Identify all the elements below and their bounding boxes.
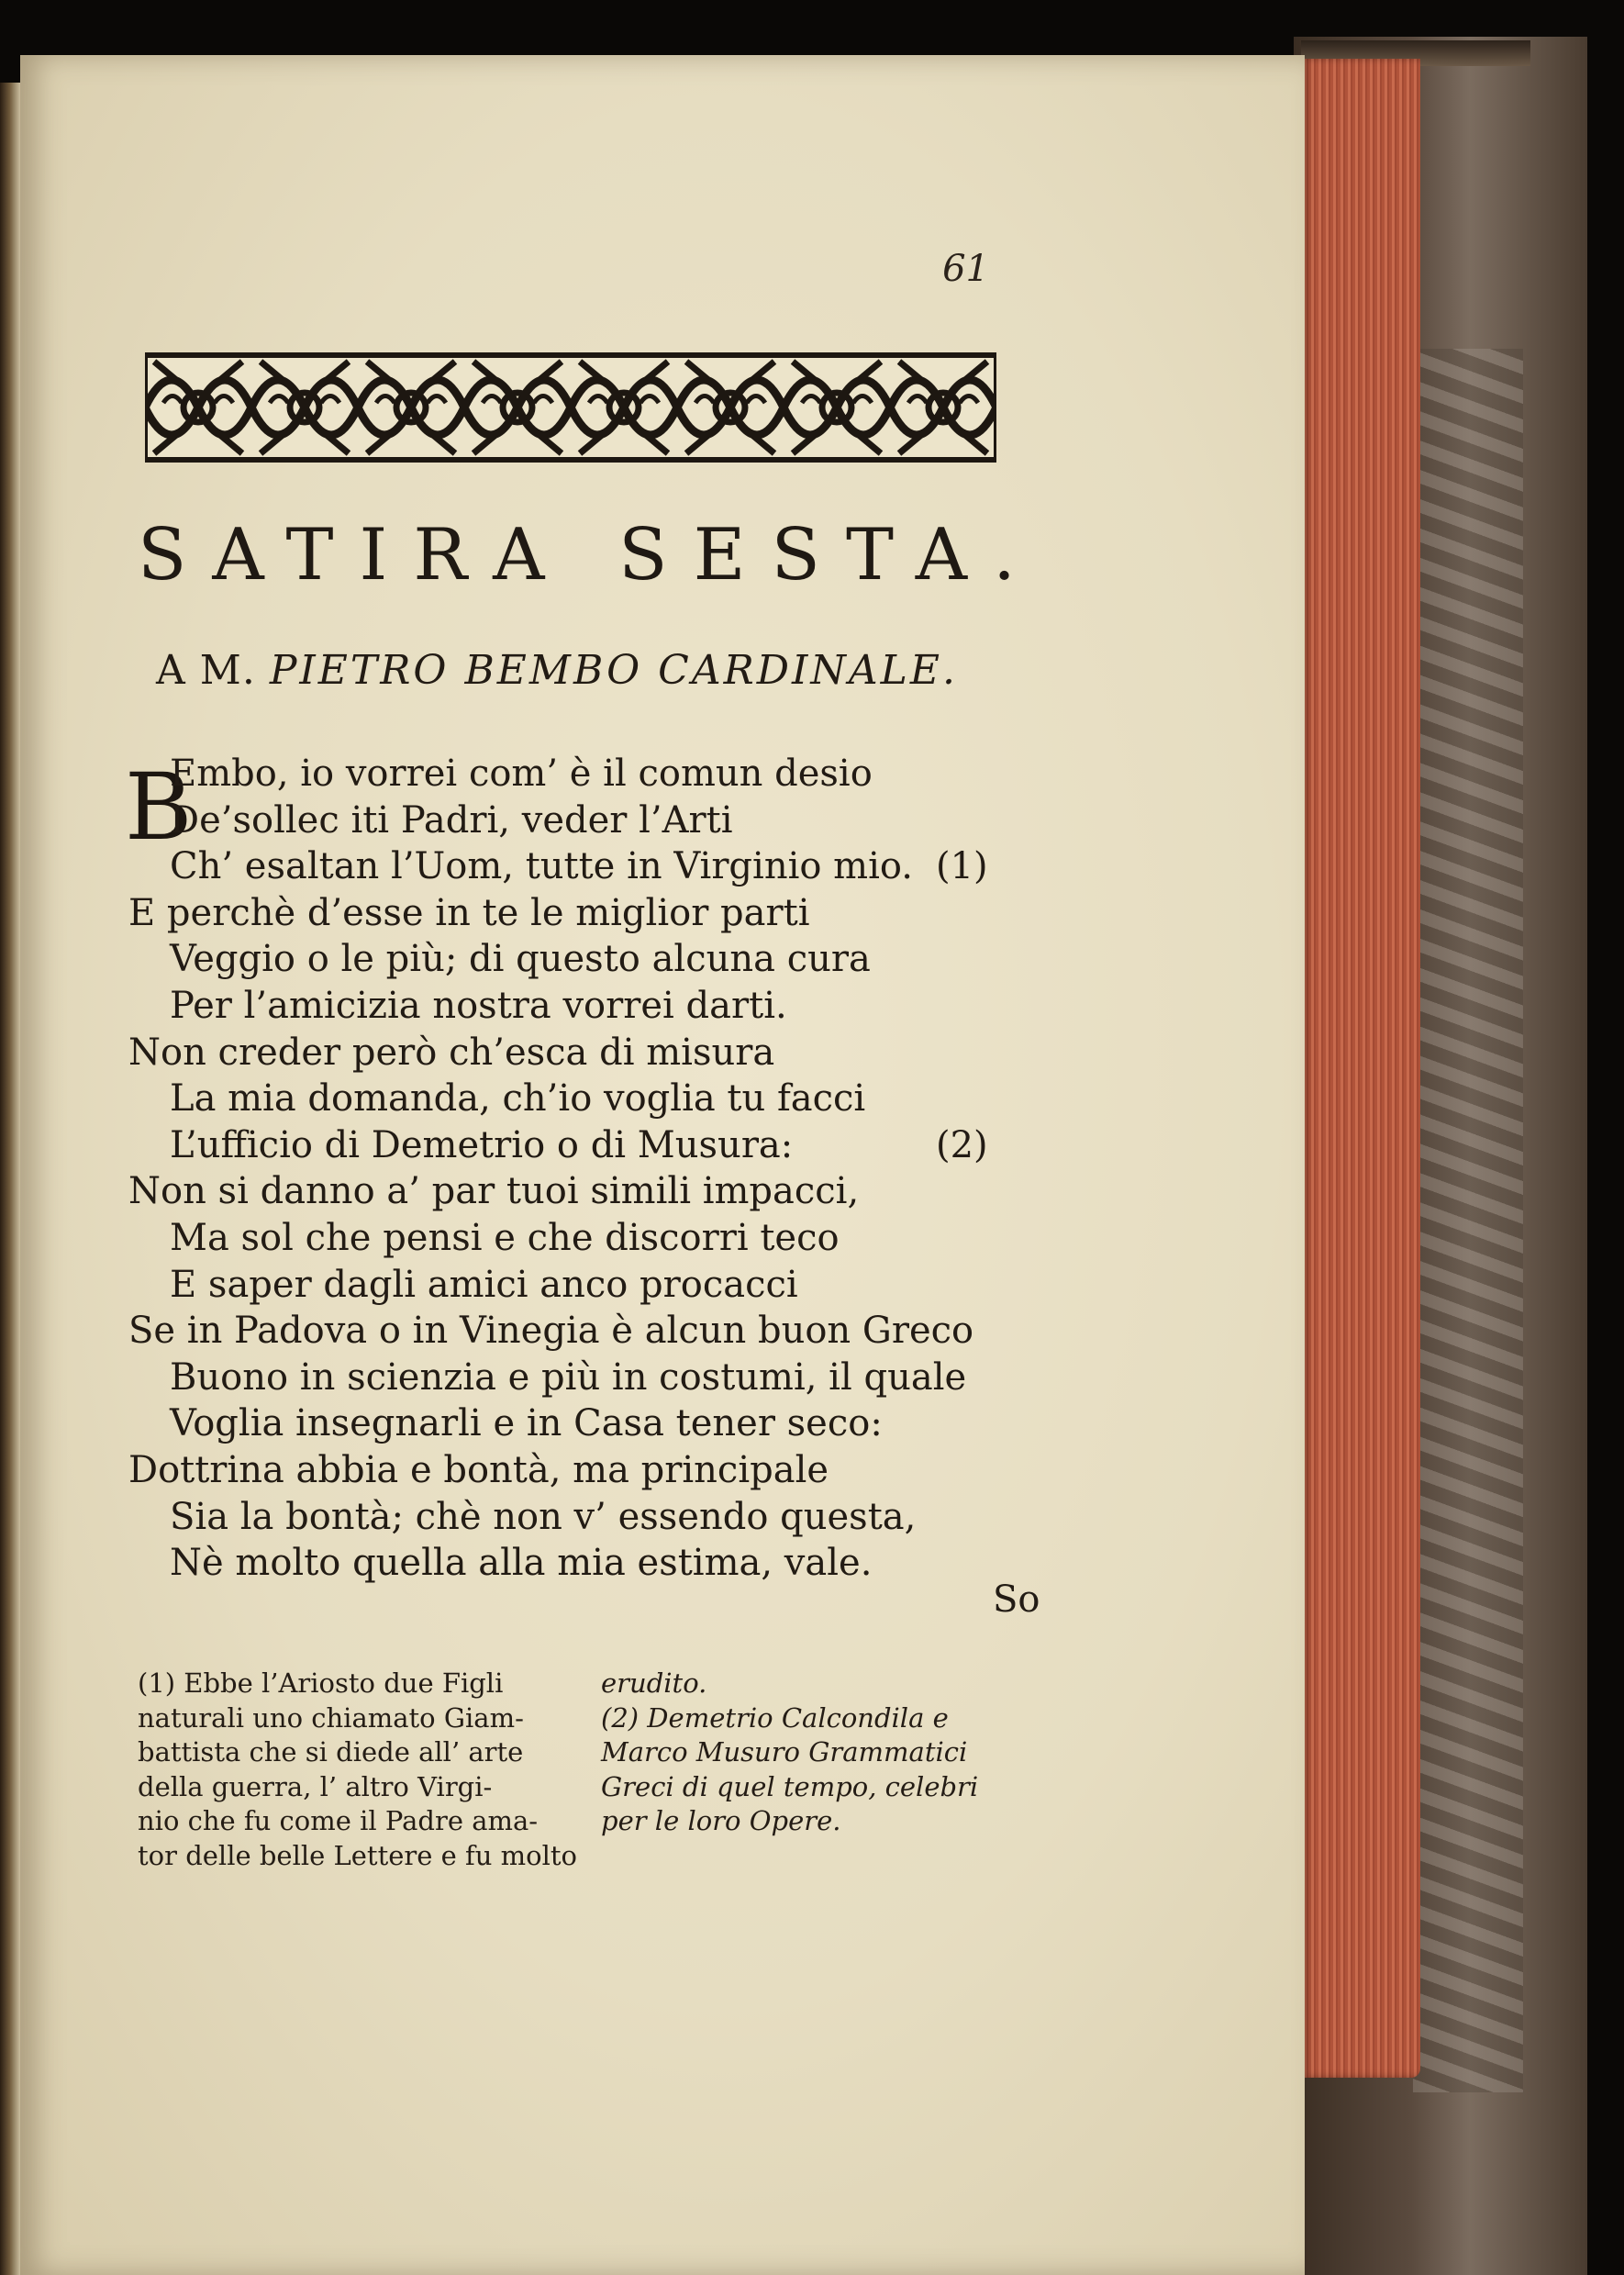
- dedication-line: [156, 647, 1018, 694]
- verse-text: Veggio o le più; di questo alcuna cura: [170, 938, 871, 981]
- verse-line: [128, 890, 1037, 937]
- verse-text: Nè molto quella alla mia estima, vale.: [170, 1542, 873, 1585]
- dedication-prefix: A M.: [156, 647, 256, 694]
- verse-text: Non creder però ch’esca di misura: [128, 1031, 775, 1074]
- verse-text: Se in Padova o in Vinegia è alcun buon Greco: [128, 1310, 974, 1353]
- verse-text: Per l’amicizia nostra vorrei darti.: [170, 984, 787, 1027]
- footnote-line: nio che fu come il Padre ama-: [138, 1805, 539, 1836]
- verse-line: [128, 1355, 1037, 1401]
- footnote-line: della guerra, l’ altro Virgi-: [138, 1770, 493, 1802]
- footnote-line: (1) Ebbe l’Ariosto due Figli: [138, 1667, 504, 1699]
- verse-text: E saper dagli amici anco procacci: [170, 1263, 798, 1306]
- verse-text: De’sollec iti Padri, veder l’Arti: [170, 798, 733, 842]
- red-fore-edge: [1301, 59, 1420, 2078]
- verse-text: Embo, io vorrei com’ è il comun desio: [170, 753, 873, 795]
- footnote-line: naturali uno chiamato Giam-: [138, 1701, 524, 1734]
- headpiece-ornament-icon: [145, 352, 996, 463]
- footnote-line: Marco Musuro Grammatici: [601, 1736, 968, 1768]
- verse-line: [128, 1215, 1037, 1262]
- verse-line: [128, 1168, 1037, 1215]
- verse-line: [128, 1122, 1037, 1169]
- footnote-line: erudito.: [601, 1667, 707, 1699]
- verse-line: [128, 1400, 1037, 1447]
- verse-text: Non si danno a’ par tuoi simili impacci,: [128, 1170, 860, 1213]
- verse-text: Sia la bontà; chè non v’ essendo questa,: [170, 1495, 917, 1538]
- verse-line: [128, 1447, 1037, 1494]
- verse-line: [128, 936, 1037, 983]
- verse-text: La mia domanda, ch’io voglia tu facci: [170, 1077, 866, 1121]
- verse-text: Ch’ esaltan l’Uom, tutte in Virginio mio.: [170, 845, 913, 888]
- footnote-ref[interactable]: (1): [936, 845, 988, 888]
- footnote-column-left: [138, 1667, 578, 1873]
- verse-text: Ma sol che pensi e che discorri teco: [170, 1216, 840, 1259]
- catchword: So: [993, 1578, 1040, 1621]
- footnote-line: (2) Demetrio Calcondila e: [601, 1701, 949, 1734]
- footnote-ref[interactable]: (2): [936, 1123, 988, 1166]
- footnote-line: tor delle belle Lettere e fu molto: [138, 1839, 577, 1871]
- verse-text: E perchè d’esse in te le miglior parti: [128, 891, 810, 934]
- verse-text: Voglia insegnarli e in Casa tener seco:: [170, 1402, 883, 1445]
- verse-line: [128, 1262, 1037, 1309]
- footnote-line: Greci di quel tempo, celebri: [601, 1770, 979, 1802]
- footnote-line: battista che si diede all’ arte: [138, 1736, 524, 1768]
- page-number: 61: [942, 248, 989, 290]
- verse-line: [128, 1308, 1037, 1355]
- footnote-line: per le loro Opere.: [601, 1805, 841, 1836]
- verse-line: [128, 1494, 1037, 1541]
- verse-text: Buono in scienzia e più in costumi, il quale: [170, 1355, 967, 1399]
- poem-verses: [125, 751, 1037, 1587]
- verse-line: [128, 1030, 1037, 1076]
- board-marbling: [1413, 349, 1523, 2092]
- footnote-column-right: [601, 1667, 1046, 1839]
- dedication-name: PIETRO BEMBO CARDINALE.: [269, 647, 958, 694]
- verse-text: L’ufficio di Demetrio o di Musura:: [170, 1123, 794, 1166]
- verse-line: [128, 983, 1037, 1030]
- satire-title: SATIRA SESTA.: [138, 514, 1041, 597]
- verse-line: [128, 1540, 1037, 1587]
- verse-line: [128, 1076, 1037, 1122]
- drop-capital: B: [125, 753, 193, 861]
- verse-text: Dottrina abbia e bontà, ma principale: [128, 1448, 829, 1491]
- verse-line: [128, 843, 1037, 890]
- verse-line: [128, 751, 1037, 797]
- verse-line: [128, 797, 1037, 844]
